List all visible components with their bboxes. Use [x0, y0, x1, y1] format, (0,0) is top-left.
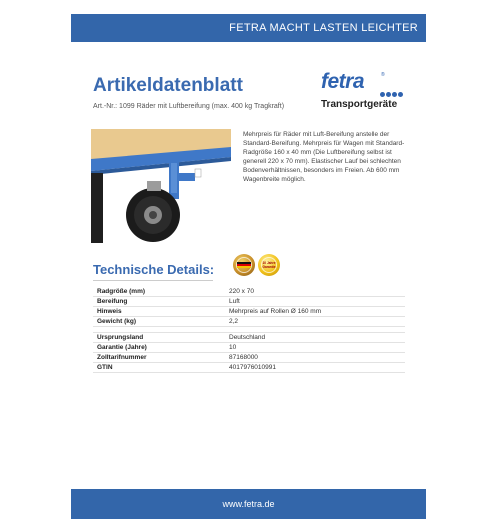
spec-label: Bereifung — [93, 297, 225, 307]
warranty-badge-text: 10 Jahre Garantie — [262, 261, 276, 269]
spec-label: GTIN — [93, 363, 225, 373]
footer-band — [71, 489, 426, 519]
table-row — [93, 333, 405, 343]
table-row — [93, 363, 405, 373]
warranty-badge — [258, 254, 280, 276]
table-row — [93, 297, 405, 307]
germany-flag-icon — [237, 262, 251, 268]
header-band — [71, 14, 426, 42]
spec-value: 220 x 70 — [225, 287, 405, 297]
fetra-logo — [321, 70, 411, 116]
made-in-germany-badge — [233, 254, 255, 276]
logo-wordmark: fetra — [321, 70, 365, 93]
spec-label: Zolltarifnummer — [93, 353, 225, 363]
table-row — [93, 307, 405, 317]
spec-value: 10 — [225, 343, 405, 353]
spec-value: 87168000 — [225, 353, 405, 363]
footer-url[interactable]: www.fetra.de — [222, 499, 275, 509]
section-divider — [93, 280, 213, 281]
datasheet-page — [71, 14, 426, 509]
technical-details-heading: Technische Details: — [93, 262, 215, 277]
product-description: Mehrpreis für Räder mit Luft-Bereifung anstelle der Standard-Bereifung. Mehrpreis für Wagen mit Standard-Radgröße 160 x 40 mm (Die Luftbereifung selbst ist generell 220 x 70 mm). Elastischer Lauf bei schlechten Bodenverhältnissen, besonders im Freien. Ab 600 mm Wagenbreite möglich. — [243, 131, 405, 183]
spec-value: Mehrpreis auf Rollen Ø 160 mm — [225, 307, 405, 317]
spec-value: 2,2 — [225, 317, 405, 327]
table-row — [93, 343, 405, 353]
header-slogan: FETRA MACHT LASTEN LEICHTER — [229, 22, 418, 34]
spec-label: Garantie (Jahre) — [93, 343, 225, 353]
spec-label: Gewicht (kg) — [93, 317, 225, 327]
logo-subtitle: Transportgeräte — [321, 99, 398, 110]
spec-value: Deutschland — [225, 333, 405, 343]
spec-label: Hinweis — [93, 307, 225, 317]
spec-table — [93, 287, 405, 373]
spec-value: 4017976010991 — [225, 363, 405, 373]
page-title: Artikeldatenblatt — [93, 75, 243, 96]
spec-label: Ursprungsland — [93, 333, 225, 343]
product-photo — [91, 129, 231, 244]
spec-label: Radgröße (mm) — [93, 287, 225, 297]
spec-value: Luft — [225, 297, 405, 307]
product-subtitle: Art.-Nr.: 1099 Räder mit Luftbereifung (max. 400 kg Tragkraft) — [93, 103, 285, 110]
logo-registered-mark: ® — [381, 72, 385, 78]
table-row — [93, 353, 405, 363]
table-row — [93, 287, 405, 297]
table-row — [93, 317, 405, 327]
